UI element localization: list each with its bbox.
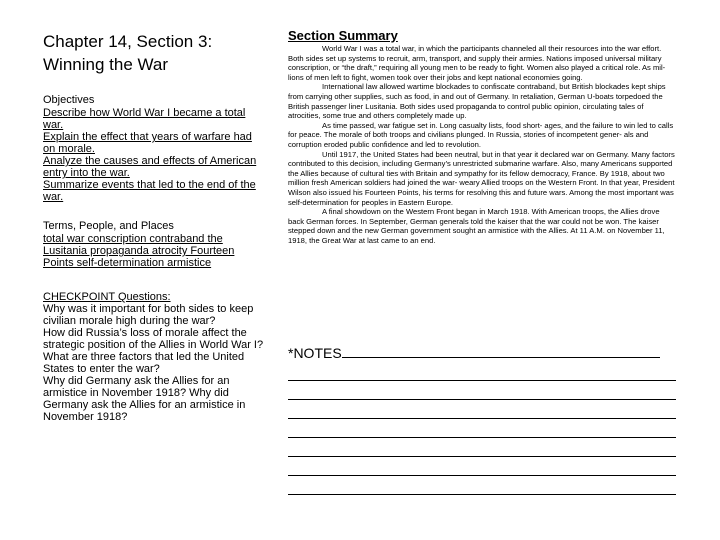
checkpoint-question: Why was it important for both sides to keep civilian morale high during the war?: [43, 303, 254, 327]
checkpoint-question: What are three factors that led the United States to enter the war?: [43, 351, 245, 375]
title-line-2: Winning the War: [43, 55, 169, 74]
terms-list: total war conscription contraband the Lusitania propaganda atrocity Fourteen Points self-determination armistice: [43, 233, 235, 269]
notes-blank-line: [288, 400, 676, 419]
summary-paragraph: A final showdown on the Western Front began in March 1918. With American troops, the Allies drove back German forces. In September, German generals told the kaiser that the war could not be won. The kaiser stepped down and the new German government sought an armistice with the Allies. At 11 A.M. on November 11, 1918, the Great War at last came to an end.: [288, 207, 665, 245]
notes-blank-line: [288, 419, 676, 438]
notes-section: [288, 344, 676, 495]
notes-label-row: [288, 344, 676, 362]
summary-paragraph: As time passed, war fatigue set in. Long casualty lists, food short- ages, and the failure to win led to calls for peace. The morale of both troops and civilians plunged. In Russia, stories of incompetent gener- als and corruption eroded public confidence and led to revolution.: [288, 120, 674, 149]
title-line-1: Chapter 14, Section 3:: [43, 32, 213, 51]
left-column: [43, 30, 265, 423]
objectives-heading: Objectives: [43, 94, 95, 106]
notes-blank-line: [288, 438, 676, 457]
notes-underline: [342, 345, 660, 358]
section-summary-heading: Section Summary: [288, 28, 398, 43]
objective-item: Summarize events that led to the end of the war.: [43, 179, 256, 203]
summary-paragraph: Until 1917, the United States had been neutral, but in that year it declared war on Germany. Many factors contributed to this decision, including Germany’s unrestricted submarine warfare. Also, many Americans supported the Allies because of cultural ties with Britain and sympathy for its fellow democracy, France. By 1918, about two million fresh American soldiers had joined the war- weary Allied troops on the Western Front. In that year, President Wilson also issued his Fourteen Points, his terms for resolving this and future wars. Among the most important was self-determination for peoples in Eastern Europe.: [288, 149, 675, 207]
checkpoint-question: How did Russia’s loss of morale affect the strategic position of the Allies in World War I?: [43, 327, 264, 351]
checkpoint-question: Why did Germany ask the Allies for an armistice in November 1918? Why did Germany ask the Allies for an armistice in November 1918?: [43, 375, 246, 423]
notes-blank-line: [288, 476, 676, 495]
page-title: [43, 30, 265, 76]
notes-blank-line: [288, 381, 676, 400]
objective-item: Explain the effect that years of warfare had on morale.: [43, 131, 252, 155]
notes-label: *NOTES: [288, 345, 342, 361]
notes-blank-line: [288, 362, 676, 381]
summary-text: [288, 44, 676, 245]
summary-paragraph: International law allowed wartime blockades to confiscate contraband, but British blockades kept ships from carrying other supplies, such as food, in and out of Germany. In retaliation, German U-boats torpedoed the British passenger liner Lusitania. Both sides used propaganda to control public opinion, circulating tales of atrocities, some true and others completely made up.: [288, 82, 666, 121]
right-column: [288, 27, 676, 245]
terms-heading: Terms, People, and Places: [43, 220, 174, 232]
objective-item: Describe how World War I became a total war.: [43, 107, 246, 131]
summary-paragraph: World War I was a total war, in which the participants channeled all their resources into the war effort. Both sides set up systems to recruit, arm, transport, and supply their armies. Nations imposed universal military conscription, or “the draft,” requiring all young men to be ready to fight. Women also played a critical role. As mil- lions of men left to fight, women took over their jobs and kept national economies going.: [288, 44, 666, 82]
checkpoint-heading: CHECKPOINT Questions:: [43, 291, 171, 303]
notes-blank-line: [288, 457, 676, 476]
objective-item: Analyze the causes and effects of American entry into the war.: [43, 155, 257, 179]
